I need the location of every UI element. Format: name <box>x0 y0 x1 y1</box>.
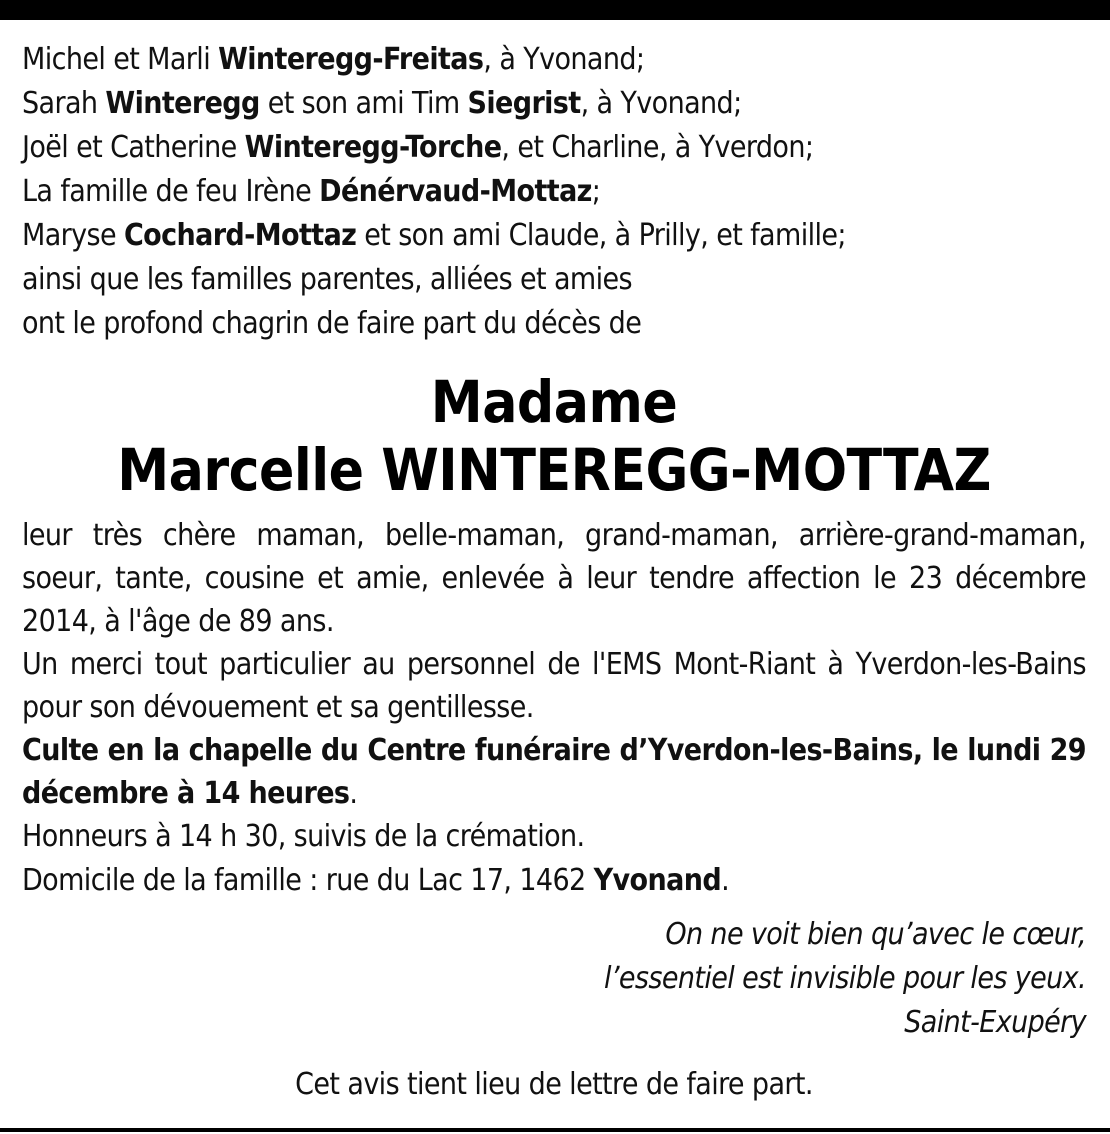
top-border-rule <box>0 0 1110 20</box>
deceased-name-heading: Marcelle WINTEREGG-MOTTAZ <box>117 436 991 504</box>
family-name: Siegrist <box>467 86 581 121</box>
service-announcement: Culte en la chapelle du Centre funéraire d’Yverdon-les-Bains, le lundi 29 décembre à 14 heures. <box>22 733 1086 811</box>
family-line-5: Maryse Cochard-Mottaz et son ami Claude, à Prilly, et famille; <box>22 218 846 253</box>
thanks-paragraph: Un merci tout particulier au personnel de l'EMS Mont-Riant à Yverdon-les-Bains pour son dévouement et sa gentillesse. <box>22 647 1086 725</box>
family-line-1: Michel et Marli Winteregg-Freitas, à Yvonand; <box>22 42 645 77</box>
quote-line-1: On ne voit bien qu’avec le cœur, <box>665 917 1086 952</box>
quote-author: Saint-Exupéry <box>904 1005 1086 1040</box>
obituary-notice <box>22 38 1086 1107</box>
quote-line-2: l’essentiel est invisible pour les yeux. <box>604 961 1086 996</box>
family-name: Winteregg-Torche <box>244 130 502 165</box>
family-name: Winteregg-Freitas <box>218 42 484 77</box>
family-line-3: Joël et Catherine Winteregg-Torche, et Charline, à Yverdon; <box>22 130 814 165</box>
family-line-4: La famille de feu Irène Dénérvaud-Mottaz; <box>22 174 601 209</box>
bottom-border-rule <box>0 1128 1110 1132</box>
quotation <box>22 913 1086 1045</box>
family-line-2: Sarah Winteregg et son ami Tim Siegrist, à Yvonand; <box>22 86 742 121</box>
domicile-town: Yvonand <box>593 863 722 898</box>
intro-line-1: ainsi que les familles parentes, alliées et amies <box>22 262 632 297</box>
family-name: Winteregg <box>105 86 260 121</box>
domicile-line: Domicile de la famille : rue du Lac 17, 1462 Yvonand. <box>22 863 730 898</box>
honorific-heading: Madame <box>430 368 678 436</box>
footer-note: Cet avis tient lieu de lettre de faire part. <box>295 1067 813 1102</box>
honours-line: Honneurs à 14 h 30, suivis de la crémation. <box>22 819 585 854</box>
tribute-paragraph: leur très chère maman, belle-maman, grand-maman, arrière-grand-maman, soeur, tante, cousine et amie, enlevée à leur tendre affection le 23 décembre 2014, à l'âge de 89 ans. <box>22 518 1086 639</box>
family-name: Cochard-Mottaz <box>123 218 357 253</box>
intro-line-2: ont le profond chagrin de faire part du décès de <box>22 306 642 341</box>
family-name: Dénérvaud-Mottaz <box>319 174 592 209</box>
